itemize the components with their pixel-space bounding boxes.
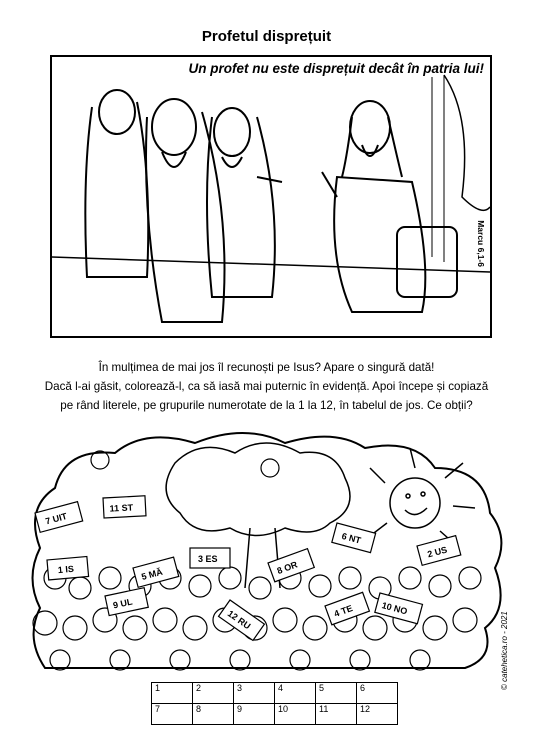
instruction-line: pe rând literele, pe grupurile numerotate de la 1 la 12, în tabelul de jos. Ce obții? [60,399,473,412]
answer-cell[interactable]: 10 [275,704,316,725]
svg-text:10 NO: 10 NO [380,600,409,617]
sign [375,593,423,624]
seated-teacher-figure [322,101,457,312]
svg-text:2 US: 2 US [426,544,449,560]
instruction-line: În mulțimea de mai jos îl recunoști pe Isus? Apare o singură dată! [98,361,435,374]
svg-text:4 TE: 4 TE [332,603,354,619]
sign [133,557,179,587]
answer-cell[interactable]: 6 [357,683,398,704]
svg-text:5 MĂ: 5 MĂ [140,566,164,582]
crowd-illustration [25,428,510,683]
tree-canopy [166,443,350,536]
answer-cell[interactable]: 8 [193,704,234,725]
page-title: Profetul disprețuit [201,28,332,45]
instruction-line: Dacă l-ai găsit, colorează-l, ca să iasă mai puternic în evidență. Apoi începe și copiază [44,380,489,393]
sun [370,448,475,546]
sign [332,523,376,553]
answer-cell[interactable]: 9 [234,704,275,725]
svg-text:8 OR: 8 OR [275,559,299,576]
svg-text:12 RU: 12 RU [225,608,253,632]
answer-grid-row [152,683,398,704]
svg-text:11 ST: 11 ST [109,502,134,514]
sign [105,588,148,616]
scene-drawing [52,57,490,336]
sign [268,549,314,582]
answer-cell[interactable]: 7 [152,704,193,725]
scene-caption: Un profet nu este disprețuit decât în patria lui! [188,61,484,76]
bible-reference: Marcu 6,1-6 [476,220,486,267]
answer-cell[interactable]: 5 [316,683,357,704]
answer-cell[interactable]: 3 [234,683,275,704]
instructions [0,358,533,415]
answer-cell[interactable]: 1 [152,683,193,704]
answer-grid-row [152,704,398,725]
answer-grid [151,682,398,725]
sign [35,502,83,533]
sign [47,557,89,580]
svg-text:9 UL: 9 UL [112,596,134,611]
sign [417,536,461,566]
sign [190,548,230,568]
answer-cell[interactable]: 4 [275,683,316,704]
scene-illustration [50,55,492,338]
standing-crowd-figures [85,90,282,322]
svg-text:3 ES: 3 ES [198,554,218,564]
copyright: © catehetica.ro - 2021 [500,611,509,690]
crowd-drawing [25,428,510,683]
answer-cell[interactable]: 12 [357,704,398,725]
svg-text:6 NT: 6 NT [340,530,363,546]
answer-cell[interactable]: 11 [316,704,357,725]
letter-signs [35,496,461,641]
crowd-faces [33,451,481,670]
sign [103,496,146,518]
svg-text:7 UIT: 7 UIT [44,511,69,527]
sign [325,592,369,624]
svg-text:1 IS: 1 IS [57,563,75,576]
answer-cell[interactable]: 2 [193,683,234,704]
sign [219,600,265,640]
